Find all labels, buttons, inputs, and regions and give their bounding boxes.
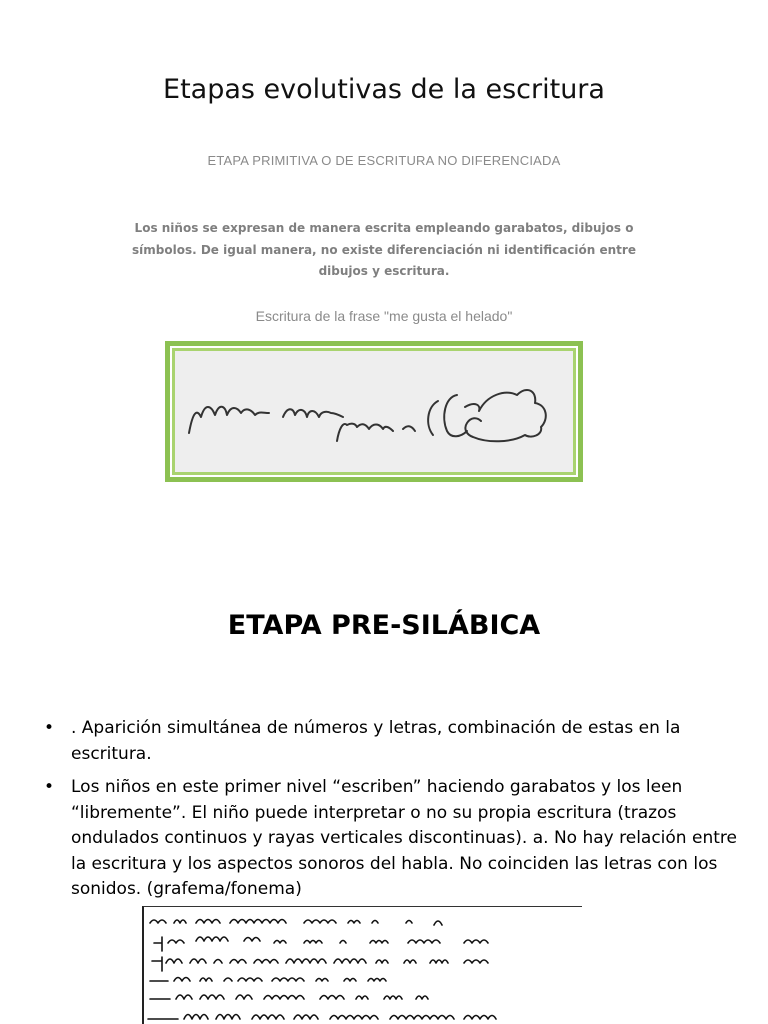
scribble-stroke: [428, 401, 438, 435]
scribble-stroke: [403, 426, 415, 431]
stage-primitive-heading: ETAPA PRIMITIVA O DE ESCRITURA NO DIFERENCIADA: [207, 153, 561, 168]
scribble-line: [152, 957, 488, 971]
child-writing-scribbles: [144, 907, 582, 1024]
scribble-line: [148, 1015, 496, 1020]
scribble-line: [154, 937, 488, 951]
bullet-symbol: •: [44, 718, 55, 738]
scribble-stroke: [189, 407, 269, 433]
scribble-line: [150, 920, 442, 926]
scribble-line: [150, 978, 386, 982]
bullet-symbol: •: [44, 777, 55, 797]
page-title: Etapas evolutivas de la escritura: [163, 74, 605, 105]
scribble-writing-image: [175, 351, 573, 472]
figure-caption: Escritura de la frase "me gusta el helado": [255, 308, 513, 324]
bullet-list: [40, 716, 740, 911]
scribble-stroke: [337, 424, 393, 441]
bullet-text: . Aparición simultánea de números y letras, combinación de estas en la escritura.: [71, 718, 681, 764]
list-item: [40, 775, 740, 903]
list-item: [40, 716, 740, 767]
stage-presyllabic-heading: ETAPA PRE-SILÁBICA: [227, 610, 541, 641]
scribble-stroke: [465, 390, 546, 441]
child-writing-sample-image: [142, 906, 582, 1024]
scribble-drawing: [175, 351, 573, 472]
scribble-line: [150, 995, 428, 999]
stage-primitive-description: Los niños se expresan de manera escrita empleando garabatos, dibujos o símbolos. De igual manera, no existe diferenciación ni identificación entre dibujos y escritura.: [132, 221, 636, 278]
scribble-stroke: [444, 395, 467, 436]
scribble-figure-border: [170, 346, 578, 477]
scribble-stroke: [283, 409, 343, 417]
bullet-text: Los niños en este primer nivel “escriben” haciendo garabatos y los leen “libremente”. El niño puede interpretar o no su propia escritura (trazos ondulados continuos y rayas verticales discontinuas). a. No hay relación entre la escritura y los aspectos sonoros del habla. No coinciden las letras con los sonidos. (grafema/fonema): [71, 777, 737, 899]
scribble-figure-frame: [165, 341, 583, 482]
